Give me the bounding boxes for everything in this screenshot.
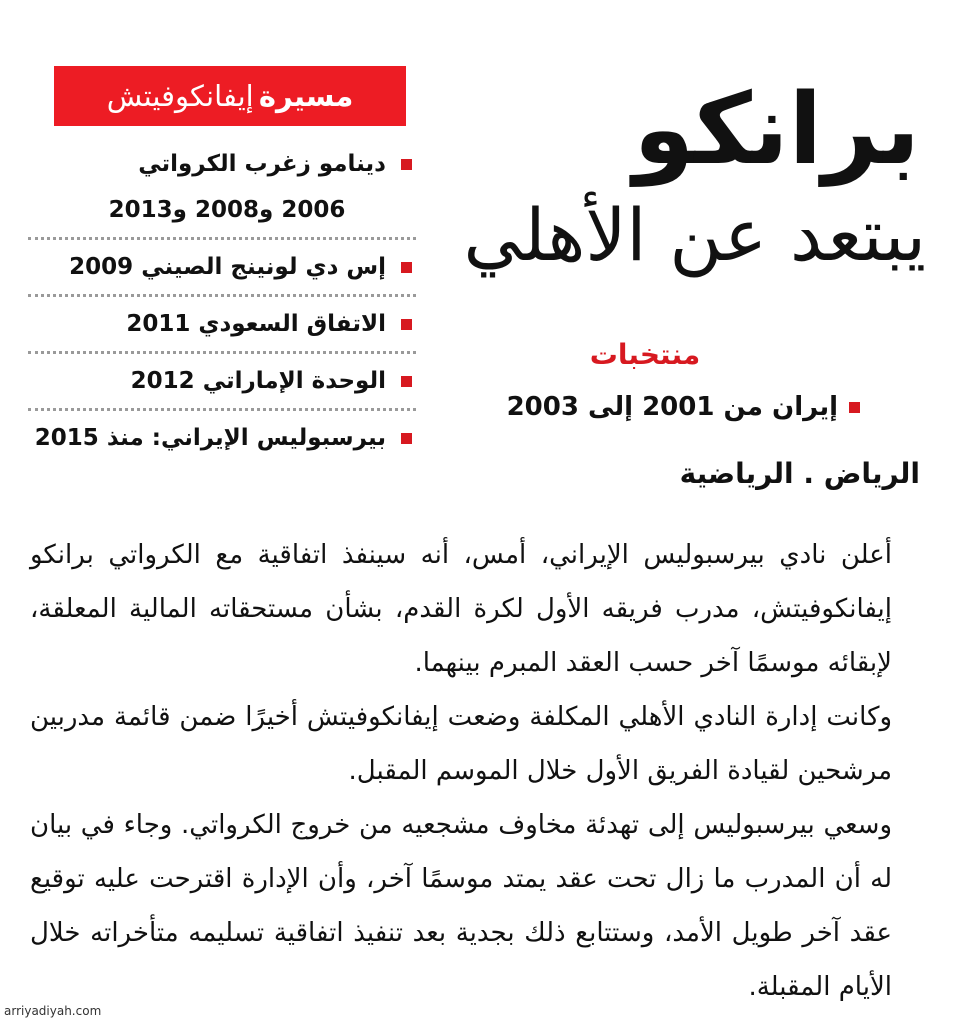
career-item (28, 240, 416, 297)
bullet-square-icon (401, 159, 412, 170)
headline-subtitle: يبتعد عن الأهلي (463, 193, 926, 277)
career-item (28, 354, 416, 411)
bullet-square-icon (401, 376, 412, 387)
career-list (28, 137, 416, 465)
career-item (28, 137, 416, 240)
source-watermark: arriyadiyah.com (4, 1004, 102, 1018)
career-item-club: بيرسبوليس الإيراني: منذ 2015 (34, 425, 386, 451)
article-paragraph: وسعي بيرسبوليس إلى تهدئة مخاوف مشجعيه من خروج الكرواتي. وجاء في بيان له أن المدرب ما زال تحت عقد يمتد موسمًا آخر، وأن الإدارة اقترحت عليه توقيع عقد آخر طويل الأمد، وستتابع ذلك بجدية بعد تنفيذ اتفاقية تسليمه متأخراته خلال الأيام المقبلة. (30, 810, 892, 1002)
career-banner-name: إيفانكوفيتش (106, 79, 254, 113)
career-item-club: إس دي لونينج الصيني 2009 (69, 254, 386, 280)
career-item (28, 411, 416, 465)
bullet-square-icon (401, 433, 412, 444)
career-item-club: الاتفاق السعودي 2011 (126, 311, 386, 337)
career-item (28, 297, 416, 354)
career-banner-bold: مسيرة (258, 79, 354, 113)
career-item-club: الوحدة الإماراتي 2012 (130, 368, 386, 394)
article-body (30, 528, 892, 1014)
article-paragraph: وكانت إدارة النادي الأهلي المكلفة وضعت إيفانكوفيتش أخيرًا ضمن قائمة مدربين مرشحين لقيادة الفريق الأول خلال الموسم المقبل. (30, 702, 892, 786)
article-paragraph: أعلن نادي بيرسبوليس الإيراني، أمس، أنه سينفذ اتفاقية مع الكرواتي برانكو إيفانكوفيتش، مدرب فريقه الأول لكرة القدم، بشأن مستحقاته المالية المعلقة، لإبقائه موسمًا آخر حسب العقد المبرم بينهما. (30, 540, 892, 678)
national-teams-heading: منتخبات (589, 338, 701, 371)
career-item-years: 2006 و2008 و2013 (108, 197, 346, 223)
bullet-square-icon (401, 319, 412, 330)
national-team-text: إيران من 2001 إلى 2003 (506, 392, 838, 422)
bullet-square-icon (849, 402, 860, 413)
career-item-club: دينامو زغرب الكرواتي (138, 151, 386, 177)
national-team-item (505, 385, 860, 429)
bullet-square-icon (401, 262, 412, 273)
career-banner (54, 66, 406, 126)
headline-title: برانكو (633, 73, 920, 187)
byline: الرياض . الرياضية (679, 457, 920, 490)
